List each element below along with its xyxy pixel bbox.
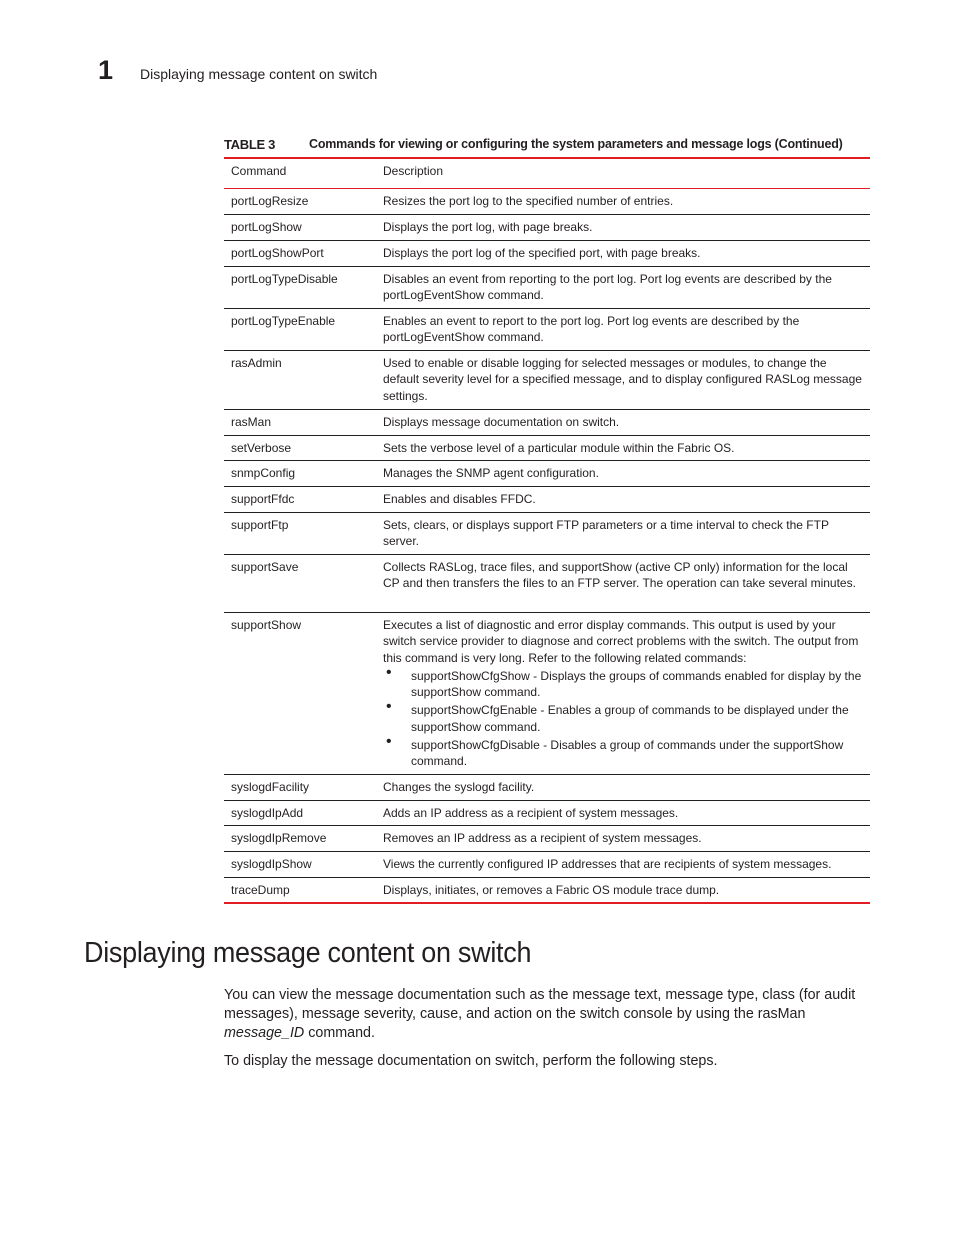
table-row (224, 801, 870, 826)
command-cell: snmpConfig (231, 466, 296, 480)
table-header-row (224, 159, 870, 189)
table-row (224, 487, 870, 513)
command-cell: supportShow (231, 618, 302, 632)
description-cell: Resizes the port log to the specified number of entries. (383, 194, 674, 208)
table-row (224, 309, 870, 351)
bullet-text: - Displays the groups of commands enabled for display by the (529, 668, 862, 683)
description-cell: Displays the port log, with page breaks. (383, 220, 593, 234)
inline-command: supportShow (773, 738, 844, 753)
body-paragraph: To display the message documentation on switch, perform the following steps. (224, 1053, 718, 1069)
paragraph-text: command. (304, 1025, 375, 1041)
command-cell: syslogdIpShow (231, 857, 312, 871)
description-cell: Adds an IP address as a recipient of system messages. (383, 806, 679, 820)
command-cell: portLogTypeEnable (231, 314, 336, 328)
inline-command: supportShowCfgEnable (411, 703, 538, 718)
description-cell: Views the currently configured IP addresses that are recipients of system messages. (383, 857, 832, 871)
command-cell: supportFtp (231, 518, 289, 532)
running-header-title: Displaying message content on switch (140, 66, 378, 82)
description-cell: Removes an IP address as a recipient of system messages. (383, 831, 702, 845)
inline-command: supportShowCfgShow (411, 668, 530, 683)
inline-command: portLogEventShow (383, 288, 485, 303)
paragraph-text: You can view the message documentation such as the message text, message type, class (for audit messages), message severity, cause, and action on the switch console by using the (224, 987, 856, 1022)
inline-command: supportShow (411, 719, 482, 734)
description-cell: Displays message documentation on switch. (383, 415, 620, 429)
description-cell: Used to enable or disable logging for selected messages or modules, to change the default severity level for a specified message, and to display configured RASLog message settings. (383, 356, 862, 403)
inline-command: supportShowCfgDisable (411, 738, 540, 753)
description-text: command. (484, 330, 544, 345)
command-cell: syslogdIpAdd (231, 806, 304, 820)
command-cell: rasMan (231, 415, 272, 429)
description-cell (377, 309, 870, 350)
description-text: Disables an event from reporting to the port log. Port log events are described by the (383, 272, 832, 286)
command-cell: syslogdIpRemove (231, 831, 327, 845)
table-row (224, 267, 870, 309)
table-row (224, 613, 870, 775)
description-cell: Displays, initiates, or removes a Fabric OS module trace dump. (383, 883, 720, 897)
description-cell (377, 555, 870, 612)
bullet-text: command. (481, 719, 541, 734)
command-cell: syslogdFacility (231, 780, 310, 794)
table-row (224, 826, 870, 852)
bullet-item (383, 668, 862, 701)
command-cell: supportSave (231, 560, 299, 574)
command-argument: message_ID (224, 1025, 305, 1041)
commands-table (224, 157, 870, 904)
description-cell: Sets the verbose level of a particular module within the Fabric OS. (383, 441, 735, 455)
bullet-text: - Enables a group of commands to be displayed under the (537, 703, 849, 718)
command-cell: portLogShow (231, 220, 302, 234)
chapter-number: 1 (98, 55, 114, 85)
command-cell: portLogResize (231, 194, 309, 208)
table-row (224, 215, 870, 241)
table-label: TABLE 3 (224, 137, 276, 152)
description-cell: Displays the port log of the specified port, with page breaks. (383, 246, 701, 260)
table-caption (224, 135, 870, 155)
command-cell: supportFfdc (231, 492, 295, 506)
table-row (224, 878, 870, 902)
body-paragraph (224, 986, 874, 1043)
section-heading: Displaying message content on switch (84, 937, 532, 969)
column-header-command: Command (231, 164, 287, 178)
description-cell (377, 267, 870, 308)
table-caption-text: Commands for viewing or configuring the system parameters and message logs (Continued) (309, 137, 843, 151)
description-cell: Manages the SNMP agent configuration. (383, 466, 599, 480)
description-text: Enables an event to report to the port log. Port log events are described by the (383, 314, 800, 328)
command-cell: setVerbose (231, 441, 292, 455)
table-row (224, 852, 870, 878)
command-cell: portLogTypeDisable (231, 272, 338, 286)
table-row (224, 461, 870, 487)
bullet-text: command. (481, 685, 541, 700)
bullet-item (383, 702, 862, 735)
table-row (224, 436, 870, 461)
command-cell: traceDump (231, 883, 290, 897)
description-cell (377, 613, 870, 774)
command-cell: rasAdmin (231, 356, 282, 370)
description-text: command. (484, 288, 544, 303)
description-cell: Sets, clears, or displays support FTP parameters or a time interval to check the FTP server. (383, 518, 829, 549)
table-row (224, 410, 870, 436)
description-cell: Enables and disables FFDC. (383, 492, 536, 506)
description-text: Executes a list of diagnostic and error display commands. This output is used by your switch service provider to diagnose and correct problems with the switch. The output from this command is very long. Refer to the following related commands: (383, 618, 859, 665)
description-text: Collects RASLog, trace files, and (383, 560, 562, 574)
table-row (224, 351, 870, 410)
table-row (224, 189, 870, 215)
inline-command: rasMan (757, 1006, 806, 1022)
table-row (224, 775, 870, 801)
table-row (224, 241, 870, 267)
description-cell: Changes the syslogd facility. (383, 780, 535, 794)
inline-command: supportShow (561, 560, 632, 574)
inline-command: supportShow (411, 685, 482, 700)
inline-command: portLogEventShow (383, 330, 485, 345)
bullet-item (383, 737, 862, 770)
table-row (224, 513, 870, 555)
bullet-text: command. (411, 754, 468, 769)
column-header-description: Description (383, 164, 444, 178)
description-text: (active CP only) information for the local CP and then transfers the files to an FTP server. The operation can take several minutes. (383, 560, 856, 591)
command-cell: portLogShowPort (231, 246, 324, 260)
table-row (224, 555, 870, 613)
bullet-text: - Disables a group of commands under the (539, 738, 774, 753)
